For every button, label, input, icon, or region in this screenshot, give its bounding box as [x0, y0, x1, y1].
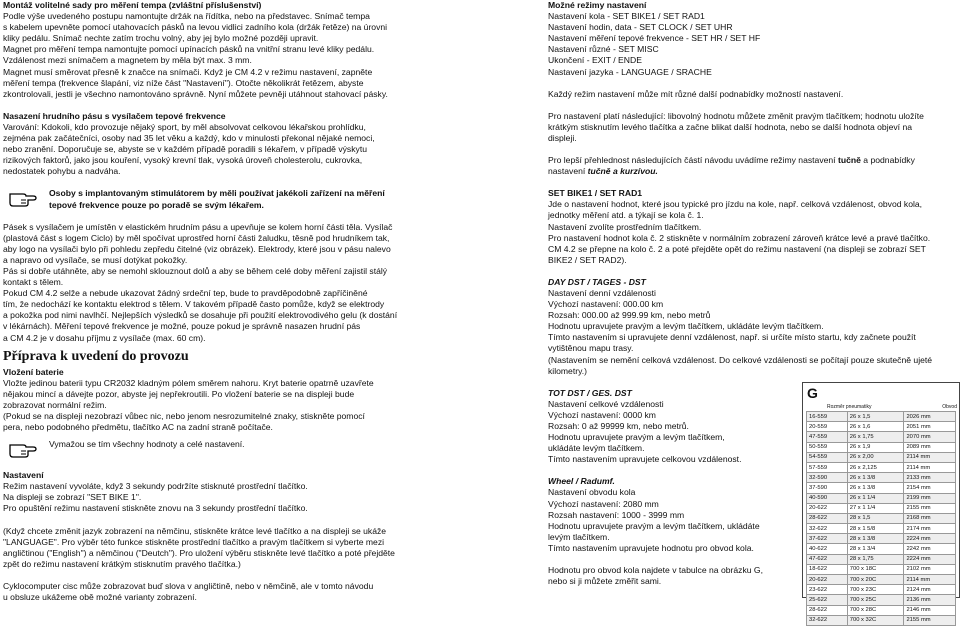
legend-bold: tučně [837, 155, 861, 166]
text-line: Pro nastavení hodnot kola č. 2 stiskněte v normálním zobrazení zároveň krátce levé a pravé tlačítko. [548, 232, 931, 243]
pointing-hand-icon [9, 439, 37, 459]
text-line: Pro nastavení platí následující: libovolný hodnotu můžete změnit pravým tlačítkem; hodnotu uložíte [548, 110, 924, 121]
text-line: Vložte jedinou baterii typu CR2032 kladným pólem směrem nahoru. Kryt baterie opatrně uzavřete [3, 377, 374, 388]
table-cell: 2026 mm [904, 412, 956, 422]
table-cell: 2154 mm [904, 483, 956, 493]
text-line: Nastavení celkové vzdálenosti [548, 398, 664, 409]
table-row [807, 575, 956, 585]
table-cell: 47-559 [807, 432, 848, 442]
text-line: BIKE2 / SET RAD2). [548, 254, 627, 265]
text-line: Ukončení - EXIT / ENDE [548, 55, 642, 66]
table-cell: 26 x 2,00 [847, 452, 904, 462]
section-title: SET BIKE1 / SET RAD1 [548, 188, 643, 199]
text-line: Hodnotu pro obvod kola najdete v tabulce na obrázku G, [548, 565, 763, 576]
text-line: a napravo od vysílače, se musí dotýkat pokožky. [3, 254, 188, 265]
tire-table-figure [802, 382, 960, 624]
table-cell: 32-622 [807, 524, 848, 534]
table-cell: 700 x 28C [847, 605, 904, 615]
text-line: Osoby s implantovaným stimulátorem by měli používat jakékoli zařízení na měření [49, 188, 385, 199]
table-row [807, 412, 956, 422]
text-line: zkontrolovali, jestli je všechno namontováno správně. Nyní můžete pevněji utáhnout stahovací pásky. [3, 88, 388, 99]
table-cell: 32-590 [807, 473, 848, 483]
heading-preparation: Příprava k uvedení do provozu [3, 348, 189, 364]
text-line: Na displeji se zobrazí "SET BIKE 1". [3, 492, 142, 503]
table-cell: 26 x 1,9 [847, 442, 904, 452]
table-row [807, 564, 956, 574]
table-cell: 2155 mm [904, 503, 956, 513]
table-row [807, 534, 956, 544]
paragraph-bike [548, 199, 953, 266]
table-cell: 2199 mm [904, 493, 956, 503]
table-row [807, 452, 956, 462]
text-line: pera, nebo podobného předmětu, tlačítko AC na zadní straně počítače. [3, 422, 273, 433]
text-line: Tímto nastavením upravujete celkovou vzdálenost. [548, 454, 742, 465]
table-cell: 26 x 1 1/4 [847, 493, 904, 503]
text-line: nebo si ji můžete změřit sami. [548, 576, 662, 587]
text-line: krátkým stisknutím levého tlačítka a začne blikat další hodnota, nebo se další hodnota objeví na [548, 121, 913, 132]
text-line: Pro opuštění režimu nastavení stiskněte znovu na 3 sekundy prostřední tlačítko. [3, 503, 308, 514]
legend-bold-italic: tučně a kurzívou. [587, 166, 658, 177]
table-header [827, 404, 957, 410]
text-line: kontakt s tělem. [3, 277, 64, 288]
table-cell: 700 x 25C [847, 595, 904, 605]
text-line: nedostatek pohybu a nadváha. [3, 166, 121, 177]
text-line: (Pokud se na displeji nezobrazí vůbec nic, nebo jenom nesrozumitelné znaky, stiskněte pomocí [3, 411, 365, 421]
table-cell: 2146 mm [904, 605, 956, 615]
table-row [807, 462, 956, 472]
table-row [807, 432, 956, 442]
table-cell: 2224 mm [904, 554, 956, 564]
text-line: aby logo na vysílači bylo při pohledu zepředu čitelné (viz obrázek). Elektrody, které jsou v pásu nalevo [3, 243, 391, 254]
paragraph-mount [3, 11, 471, 100]
text-line: "LANGUAGE". Pro výběr této funkce stiskněte prostřední tlačítko a pravým tlačítkem si vyberte mezi [3, 536, 385, 547]
table-cell: 2070 mm [904, 432, 956, 442]
text-line: Hodnotu upravujete pravým a levým tlačítkem, ukládáte levým tlačítkem. [548, 321, 824, 332]
table-row [807, 544, 956, 554]
text-line: Rozsah: 0 až 99999 km, nebo metrů. [548, 421, 689, 431]
table-cell: 2136 mm [904, 595, 956, 605]
subsection-title: TOT DST / GES. DST [548, 387, 632, 398]
text-line: nebo zranění. Doporučuje se, abyste se v každém případě poradili s lékařem, v případě výskytu [3, 144, 367, 155]
text-line: Jde o nastavení hodnot, které jsou typické pro jízdu na kole, např. celková vzdálenost, obvod kola, [548, 199, 923, 210]
text-line: Rozsah nastavení: 1000 - 3999 mm [548, 509, 685, 520]
text-line: Výchozí nastavení: 0000 km [548, 409, 656, 420]
text-line: Magnet pro měření tempa namontujte pomocí upínacích pásků na vnitřní stranu levé kliky pedálu. [3, 44, 375, 55]
text-line: Nastavení denní vzdálenosti [548, 287, 656, 298]
text-line: nějakou mincí a dávejte pozor, abyste jej nepřekroutili. Po vložení baterie se na displeji bude [3, 388, 355, 399]
left-column [3, 0, 471, 603]
text-line: Podle výše uvedeného postupu namontujte držák na řídítka, nebo na představec. Snímač tempa [3, 11, 370, 22]
table-header-cell: Rozměr pneumatiky [827, 404, 872, 410]
table-cell: 28 x 1,5 [847, 513, 904, 523]
table-row [807, 513, 956, 523]
table-cell: 2133 mm [904, 473, 956, 483]
table-row [807, 473, 956, 483]
table-cell: 700 x 32C [847, 615, 904, 625]
table-row [807, 615, 956, 625]
text-line: angličtinou ("English") a němčinou ("Deutch"). Pro uložení výběru stiskněte levé tlačítko a poté přejděte [3, 547, 395, 558]
text-line: Vzdálenost mezi snímačem a magnetem by měla být max. 3 mm. [3, 55, 252, 66]
text-line: rizikových faktorů, jako jsou kouření, vysoký krevní tlak, vysoká úroveň cholesterolu, cukrovka, [3, 155, 363, 166]
table-cell: 700 x 23C [847, 585, 904, 595]
text-line: Tímto nastavením upravujete hodnotu pro obvod kola. [548, 542, 754, 553]
section-title: Nasazení hrudního pásu s vysílačem tepové frekvence [3, 110, 226, 121]
text-line: zpět do režimu nastavení krátkým stisknutím pravého tlačítka.) [3, 558, 241, 569]
table-cell: 2124 mm [904, 585, 956, 595]
section-title: Nastavení [3, 470, 44, 481]
text-line: a pokožka pod nimi navlhčí. Nejlepších výsledků se dosahuje při použití elektrovodivého gelu (k dostání [3, 310, 398, 321]
text-line: displeji. [548, 132, 577, 143]
paragraph-legend-2 [548, 166, 953, 177]
text-line: vytištěnou mapu trasy. [548, 343, 634, 354]
table-cell: 2051 mm [904, 422, 956, 432]
table-row [807, 524, 956, 534]
text-line: (plastová část s logem Ciclo) by měl spočívat uprostřed horní části žaludku, těsně pod hrudníkem tak, [3, 232, 390, 243]
table-cell: 37-590 [807, 483, 848, 493]
text-line: Cyklocomputer cisc může zobrazovat buď slova v angličtině, nebo v němčině, ale v tomto návodu [3, 580, 374, 591]
note-reset [3, 439, 471, 459]
table-cell: 26 x 1,5 [847, 412, 904, 422]
text-line: Pokud CM 4.2 selže a nebude ukazovat žádný srdeční tep, bude to pravděpodobně zapříčiněné [3, 288, 368, 299]
paragraph-battery [3, 378, 471, 433]
table-cell: 57-559 [807, 462, 848, 472]
section-title: Montáž volitelné sady pro měření tempa (zvláštní příslušenství) [3, 0, 262, 10]
modes-list [548, 11, 953, 78]
text-line: kliky pedálu. Snímač nechte zatím trochu volný, aby jej bylo možné později upravit. [3, 33, 319, 44]
table-row [807, 483, 956, 493]
table-cell: 54-559 [807, 452, 848, 462]
table-header-cell: Obvod [942, 404, 957, 410]
text-line: s kabelem upevněte pomocí utahovacích pásků na levou vidlici zadního kola (držák řetěze) na úrovni [3, 22, 388, 33]
table-cell: 2155 mm [904, 615, 956, 625]
table-row [807, 422, 956, 432]
table-cell: 2168 mm [904, 513, 956, 523]
table-cell: 28 x 1,75 [847, 554, 904, 564]
table-cell: 28 x 1 3/4 [847, 544, 904, 554]
text-line: CM 4.2 se přepne na kolo č. 2 a poté přejděte opět do režimu nastavení (na displeji se zobrazí SET [548, 243, 926, 254]
tire-table [806, 411, 956, 626]
table-cell: 23-622 [807, 585, 848, 595]
table-cell: 2102 mm [904, 564, 956, 574]
text-line: měření tempa (frekvence šlapání, viz níže část "Nastavení"). Otočte několikrát řetězem, abyste [3, 77, 364, 88]
text-line: (Když chcete změnit jazyk zobrazení na němčinu, stiskněte krátce levé tlačítko a na displeji se ukáže [3, 525, 387, 536]
text-line: a CM 4.2 je v dosahu příjmu z vysílače (max. 60 cm). [3, 332, 206, 343]
text-line: zobrazovat normální režim. [3, 399, 107, 410]
paragraph-warning [3, 122, 471, 177]
table-cell: 2224 mm [904, 534, 956, 544]
text-line: v lékárnách). Měření tepové frekvence je možné, pouze pokud je správně nasazen hrudní pás [3, 321, 361, 332]
table-cell: 18-622 [807, 564, 848, 574]
text-line: Pás si dobře utáhněte, aby se nemohl sklouznout dolů a aby se během celé doby měření zajistil stálý [3, 265, 388, 276]
table-cell: 26 x 1,75 [847, 432, 904, 442]
table-cell: 37-622 [807, 534, 848, 544]
table-cell: 25-622 [807, 595, 848, 605]
paragraph-language [3, 526, 471, 570]
table-cell: 32-622 [807, 615, 848, 625]
table-cell: 700 x 18C [847, 564, 904, 574]
paragraph-rules [548, 111, 953, 144]
text-line: Rozsah: 000.00 až 999.99 km, nebo metrů [548, 310, 711, 321]
note-text: Vymažou se tím všechny hodnoty a celé nastavení. [49, 439, 245, 450]
text-line: Pásek s vysílačem je umístěn v elastickém hrudním pásu a upevňuje se kolem horní části těla. Vysílač [3, 221, 393, 232]
table-cell: 700 x 20C [847, 575, 904, 585]
table-cell: 2242 mm [904, 544, 956, 554]
subsection-title: DAY DST / TAGES - DST [548, 276, 646, 287]
legend-text: nastavení [548, 166, 588, 177]
table-cell: 2089 mm [904, 442, 956, 452]
table-row [807, 585, 956, 595]
text-line: ukládáte levým tlačítkem. [548, 443, 645, 454]
table-cell: 26 x 1 3/8 [847, 483, 904, 493]
text-line: tím, že nedochází ke kontaktu elektrod s tělem. V takovém případě často pomůže, když se elektrody [3, 299, 385, 310]
modes-note: Každý režim nastavení může mít různé další podnabídky možností nastavení. [548, 88, 844, 99]
table-cell: 20-559 [807, 422, 848, 432]
table-cell: 28-622 [807, 513, 848, 523]
table-cell: 2114 mm [904, 462, 956, 472]
section-title: Možné režimy nastavení [548, 0, 647, 10]
table-row [807, 493, 956, 503]
table-cell: 47-622 [807, 554, 848, 564]
table-cell: 28 x 1 3/8 [847, 534, 904, 544]
table-cell: 20-622 [807, 503, 848, 513]
paragraph-legend [548, 155, 953, 166]
note-pacemaker [3, 188, 471, 210]
text-line: kilometry.) [548, 365, 587, 376]
text-line: zejména pak začátečníci, osoby nad 35 let věku a každý, kdo v minulosti překonal nějaké nemoci, [3, 133, 375, 144]
text-line: Tímto nastavením si upravujete denní vzdálenost, např. si určíte místo startu, kdy začnete použít [548, 332, 916, 343]
pointing-hand-icon [9, 188, 37, 208]
table-row [807, 554, 956, 564]
text-line: Nastavení obvodu kola [548, 487, 636, 498]
text-line: jednotky měření atd. a týkají se kola č. 1. [548, 210, 704, 221]
table-cell: 28 x 1 5/8 [847, 524, 904, 534]
figure-label: G [807, 385, 818, 401]
paragraph-strap [3, 222, 471, 344]
table-cell: 28-622 [807, 605, 848, 615]
table-cell: 40-590 [807, 493, 848, 503]
table-cell: 2114 mm [904, 575, 956, 585]
text-line: Režim nastavení vyvoláte, když 3 sekundy podržíte stisknuté prostřední tlačítko. [3, 481, 308, 492]
text-line: Magnet musí směrovat přesně k značce na snímači. Když je CM 4.2 v režimu nastavení, zapněte [3, 66, 373, 77]
table-cell: 20-622 [807, 575, 848, 585]
table-cell: 50-559 [807, 442, 848, 452]
legend-text: Pro lepší přehlednost následujících částí návodu uvádíme režimy nastavení [548, 155, 838, 166]
text-line: Nastavení kola - SET BIKE1 / SET RAD1 [548, 11, 705, 22]
text-line: Nastavení jazyka - LANGUAGE / SRACHE [548, 66, 712, 77]
table-cell: 2114 mm [904, 452, 956, 462]
table-cell: 27 x 1 1/4 [847, 503, 904, 513]
table-row [807, 442, 956, 452]
text-line: Výchozí nastavení: 000.00 km [548, 299, 664, 310]
text-line: Hodnotu upravujete pravým a levým tlačítkem, [548, 432, 725, 443]
text-line: levým tlačítkem. [548, 531, 610, 542]
text-line: Nastavení zvolíte prostředním tlačítkem. [548, 221, 702, 232]
table-row [807, 503, 956, 513]
text-line: u obsluze ukážeme obě možné varianty zobrazení. [3, 592, 197, 603]
table-cell: 26 x 1 3/8 [847, 473, 904, 483]
text-line: Varování: Kdokoli, kdo provozuje nějaký sport, by měl absolvovat celkovou lékařskou prohlídku, [3, 121, 366, 132]
text-line: (Nastavením se nemění celková vzdálenost. Do celkové vzdálenosti se počítají pouze skutečně ujeté [548, 354, 933, 365]
subsection-title: Wheel / Radumf. [548, 476, 615, 487]
paragraph-settings [3, 481, 471, 514]
text-line: Hodnotu upravujete pravým a levým tlačítkem, ukládáte [548, 520, 760, 531]
text-line: Nastavení měření tepové frekvence - SET HR / SET HF [548, 33, 761, 44]
paragraph-day [548, 288, 953, 377]
text-line: Nastavení hodin, data - SET CLOCK / SET UHR [548, 22, 733, 33]
table-cell: 40-622 [807, 544, 848, 554]
table-cell: 16-559 [807, 412, 848, 422]
section-title: Vložení baterie [3, 366, 64, 377]
legend-text: a podnabídky [860, 155, 915, 166]
table-cell: 26 x 2,125 [847, 462, 904, 472]
text-line: tepové frekvence pouze po poradě se svým lékařem. [49, 199, 264, 210]
table-cell: 2174 mm [904, 524, 956, 534]
table-row [807, 605, 956, 615]
text-line: Nastavení různé - SET MISC [548, 44, 659, 55]
text-line: Výchozí nastavení: 2080 mm [548, 498, 659, 509]
table-cell: 26 x 1,6 [847, 422, 904, 432]
